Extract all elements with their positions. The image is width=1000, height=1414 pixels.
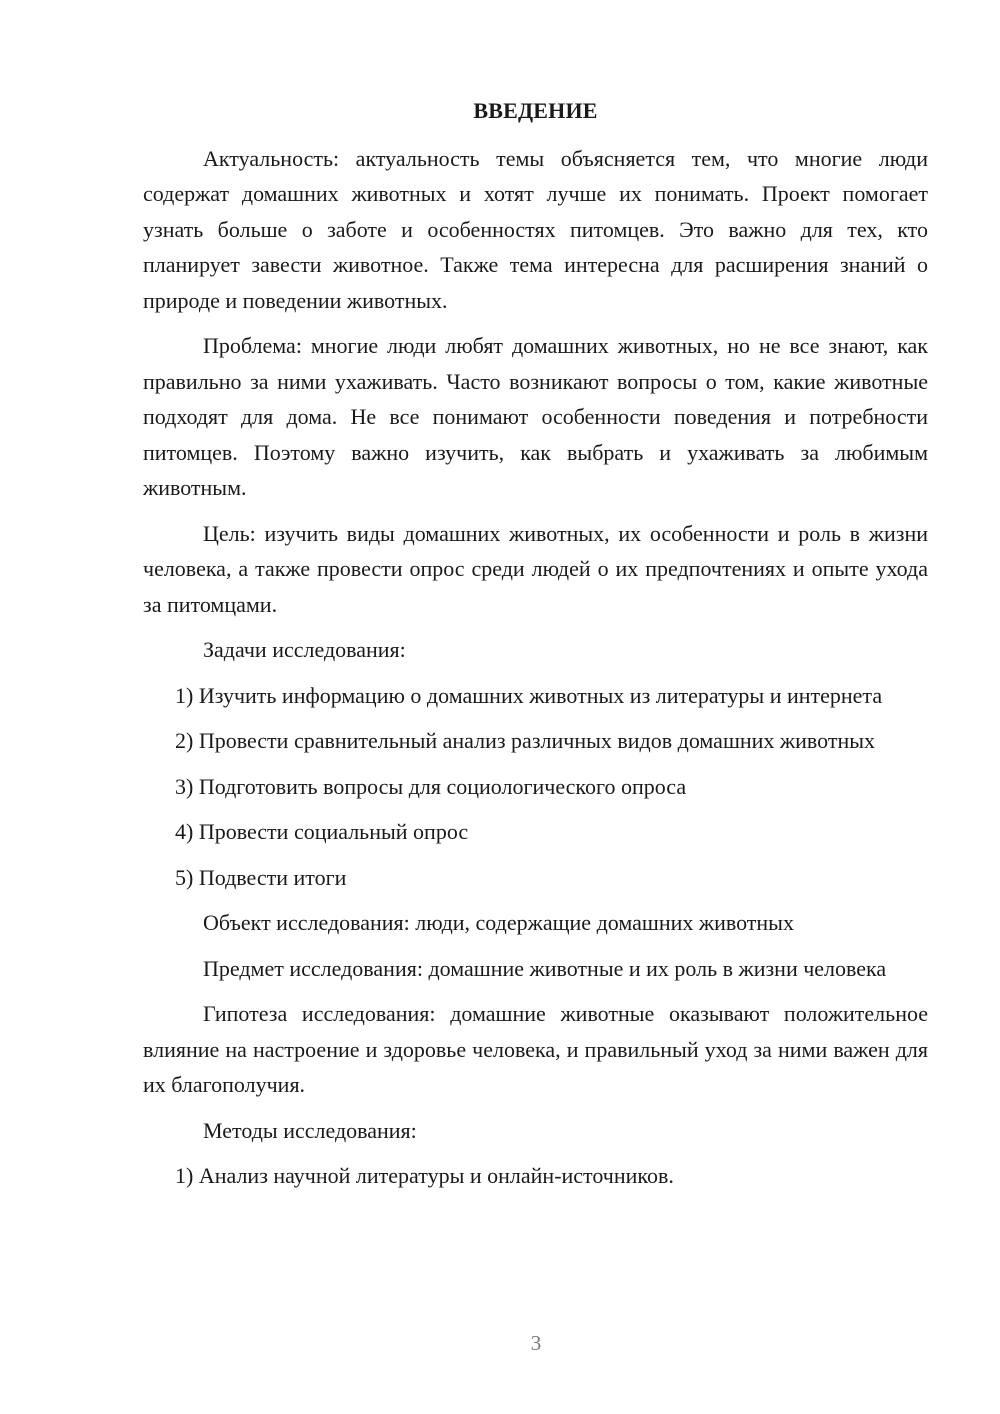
page-number: 3 xyxy=(530,1331,542,1355)
problem-paragraph: Проблема: многие люди любят домашних животных, но не все знают, как правильно за ними ухаживать. Часто возникают вопросы о том, какие животные подходят для дома. Не все понимают особенности поведения и потребности питомцев. Поэтому важно изучить, как выбрать и ухаживать за любимым животным. xyxy=(143,333,928,500)
task-item-3: 3) Подготовить вопросы для социологического опроса xyxy=(175,773,687,799)
method-item-1: 1) Анализ научной литературы и онлайн-источников. xyxy=(175,1163,674,1188)
task-item-4: 4) Провести социальный опрос xyxy=(175,819,469,844)
methods-title: Методы исследования: xyxy=(203,1117,417,1143)
hypothesis-paragraph: Гипотеза исследования: домашние животные оказывают положительное влияние на настроение и здоровье человека, и правильный уход за ними важен для их благополучия. xyxy=(143,1001,928,1097)
object-paragraph: Объект исследования: люди, содержащие домашних животных xyxy=(203,910,794,935)
section-heading: ВВЕДЕНИЕ xyxy=(473,98,598,123)
tasks-title: Задачи исследования: xyxy=(203,637,406,662)
page-content xyxy=(143,93,928,1204)
task-item-5: 5) Подвести итоги xyxy=(175,864,347,890)
subject-paragraph: Предмет исследования: домашние животные и их роль в жизни человека xyxy=(203,955,887,981)
relevance-paragraph: Актуальность: актуальность темы объясняется тем, что многие люди содержат домашних животных и хотят лучше их понимать. Проект помогает узнать больше о заботе и особенностях питомцев. Это важно для тех, кто планирует завести животное. Также тема интересна для расширения знаний о природе и поведении животных. xyxy=(143,145,928,313)
task-item-2: 2) Провести сравнительный анализ различных видов домашних животных xyxy=(175,728,876,753)
goal-paragraph: Цель: изучить виды домашних животных, их особенности и роль в жизни человека, а также провести опрос среди людей о их предпочтениях и опыте ухода за питомцами. xyxy=(143,520,928,617)
task-item-1: 1) Изучить информацию о домашних животных из литературы и интернета xyxy=(175,682,883,708)
